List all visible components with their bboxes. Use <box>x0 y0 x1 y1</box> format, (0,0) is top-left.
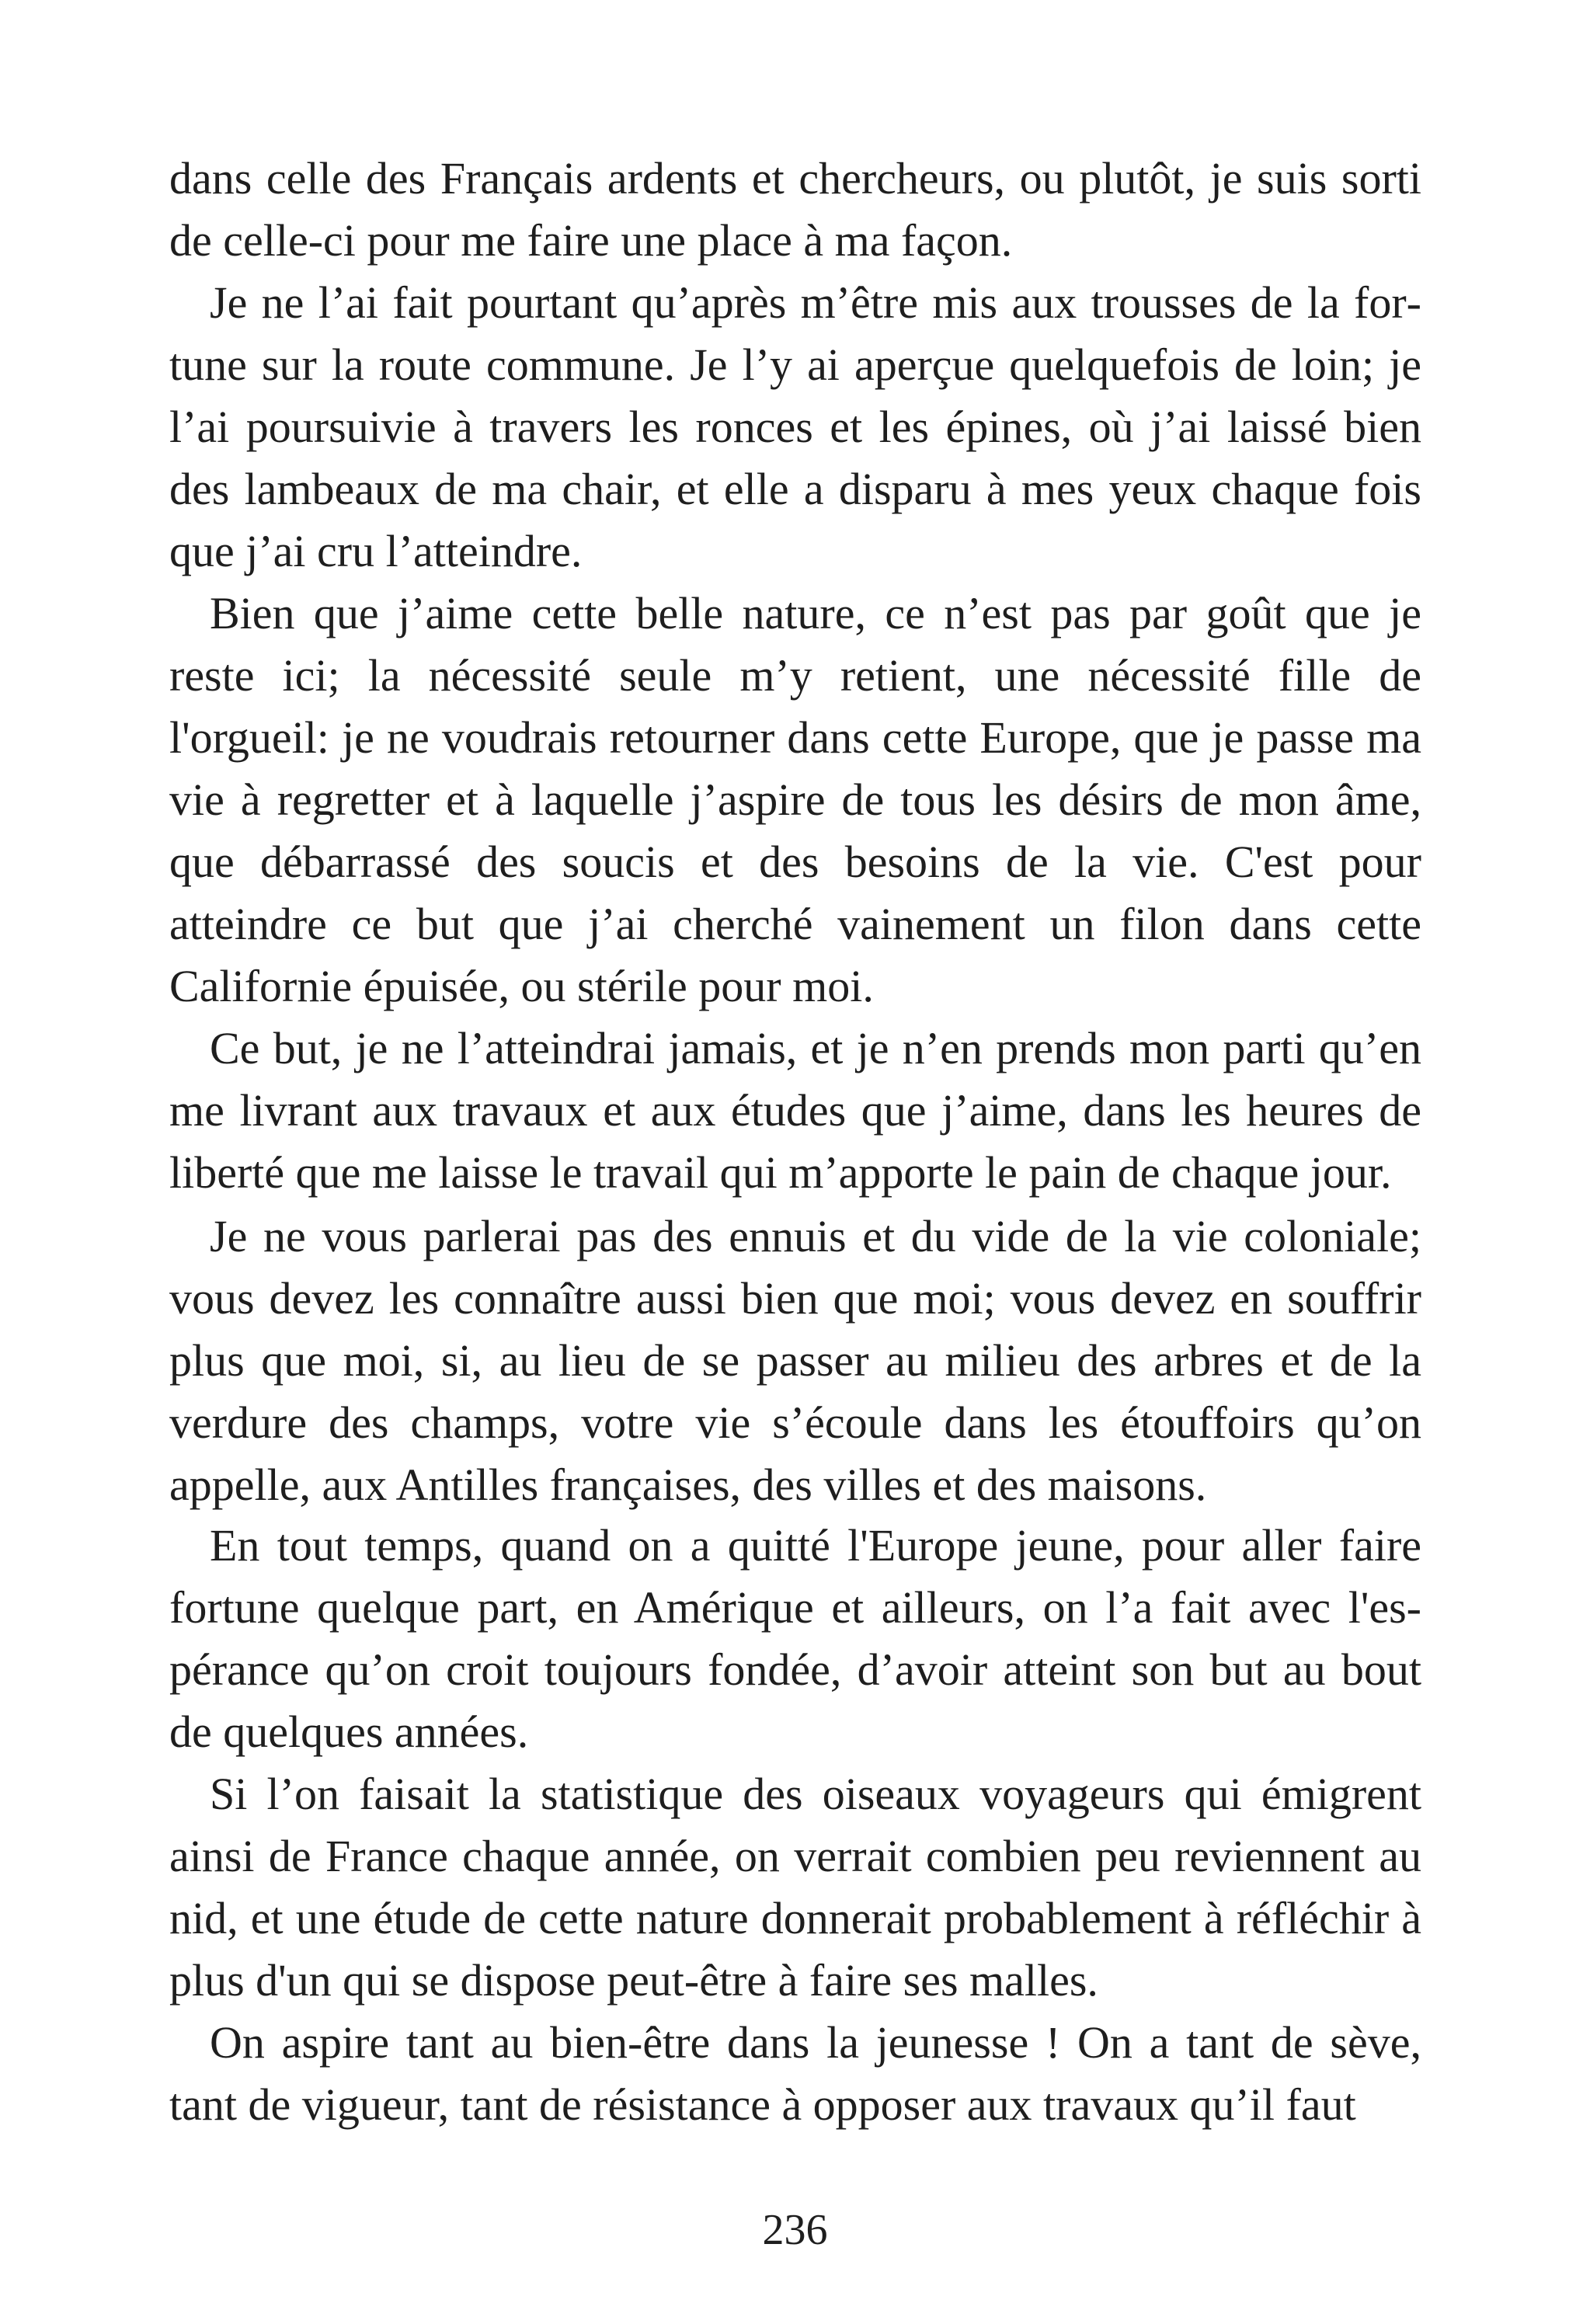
paragraph: On aspire tant au bien-être dans la jeunesse ! On a tant de sève, tant de vigueur, tant de résistance à opposer aux travaux qu’il faut <box>169 2017 1421 2130</box>
paragraph: Je ne l’ai fait pourtant qu’après m’être mis aux trousses de la fortune sur la route commune. Je l’y ai aperçue quelquefois de loin; je l’ai poursuivie à travers les ronces et les épines, où j’ai laissé bien des lambeaux de ma chair, et elle a disparu à mes yeux chaque fois que j’ai cru l’atteindre. <box>169 277 1421 576</box>
body-text-block <box>169 148 1421 272</box>
body-text-block <box>169 272 1421 583</box>
body-text-block <box>169 1018 1421 1204</box>
body-text-block <box>169 583 1421 1018</box>
body-text-block <box>169 1763 1421 2012</box>
page-number: 236 <box>762 2206 828 2254</box>
body-text-block <box>169 2012 1421 2136</box>
paragraph: En tout temps, quand on a quitté l'Europe jeune, pour aller faire fortune quelque part, en Amérique et ailleurs, on l’a fait avec l'espérance qu’on croit toujours fondée, d’avoir atteint son but au bout de quelques années. <box>169 1520 1421 1757</box>
paragraph: Si l’on faisait la statistique des oiseaux voyageurs qui émigrent ainsi de France chaque année, on verrait combien peu reviennent au nid, et une étude de cette nature donnerait probablement à réfléchir à plus d'un qui se dispose peut-être à faire ses malles. <box>169 1769 1421 2006</box>
paragraph: Bien que j’aime cette belle nature, ce n’est pas par goût que je reste ici; la nécessité seule m’y retient, une nécessité fille de l'orgueil: je ne voudrais retourner dans cette Europe, que je passe ma vie à regretter et à laquelle j’aspire de tous les désirs de mon âme, que débarrassé des soucis et des besoins de la vie. C'est pour atteindre ce but que j’ai cherché vainement un filon dans cette Californie épuisée, ou stérile pour moi. <box>169 588 1421 1011</box>
body-text-block <box>169 1205 1421 1516</box>
body-text-block <box>169 1515 1421 1763</box>
paragraph: Ce but, je ne l’atteindrai jamais, et je n’en prends mon parti qu’en me livrant aux travaux et aux études que j’aime, dans les heures de liberté que me laisse le travail qui m’apporte le pain de chaque jour. <box>169 1023 1421 1198</box>
paragraph-continued: dans celle des Français ardents et chercheurs, ou plutôt, je suis sorti de celle-ci pour me faire une place à ma façon. <box>169 153 1421 266</box>
paragraph: Je ne vous parlerai pas des ennuis et du vide de la vie coloniale; vous devez les connaître aussi bien que moi; vous devez en souffrir plus que moi, si, au lieu de se passer au milieu des arbres et de la verdure des champs, votre vie s’écoule dans les étouffoirs qu’on appelle, aux Antilles françaises, des villes et des maisons. <box>169 1211 1421 1510</box>
